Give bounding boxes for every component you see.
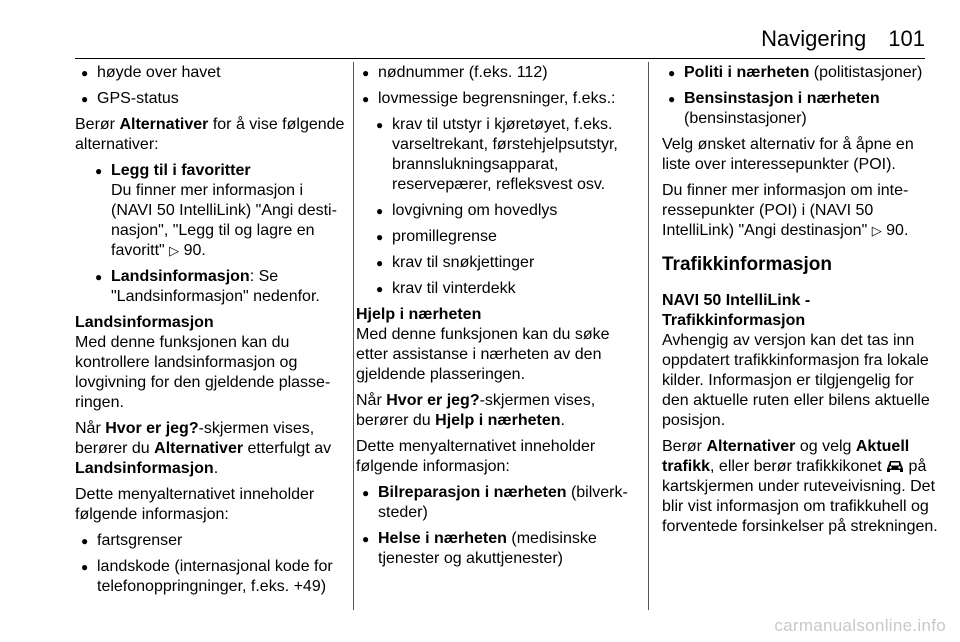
list-item: ● Legg til i favoritter Du finner mer informasjon i (NAVI 50 IntelliLink) "Angi destinasjon", "Legg til og lagre en favoritt" ▷ 90. xyxy=(89,161,345,261)
traffic-icon xyxy=(886,459,904,473)
paragraph: Du finner mer informasjon om interessepunkter (POI) i (NAVI 50 IntelliLink) "Angi destinasjon" ▷ 90. xyxy=(662,182,909,239)
list-item: ● Politi i nærheten (politistasjoner) xyxy=(662,63,942,83)
header-rule xyxy=(75,58,925,59)
bullet-list xyxy=(356,63,638,109)
list-item: ● fartsgrenser xyxy=(75,531,345,551)
bullet-list xyxy=(662,63,942,129)
list-item: ● GPS-status xyxy=(75,89,345,109)
list-item: ● Bilreparasjon i nærheten (bilverksteder) xyxy=(356,483,638,523)
list-item: ● høyde over havet xyxy=(75,63,345,83)
paragraph: Velg ønsket alternativ for å åpne en liste over interessepunkter (POI). xyxy=(662,136,914,173)
page-number: 101 xyxy=(888,26,925,51)
list-item: ● Helse i nærheten (medisinske tjenester og akuttjenester) xyxy=(356,529,638,569)
page-header xyxy=(761,26,925,52)
bullet-list xyxy=(75,63,345,109)
list-item: ● lovmessige begrensninger, f.eks.: xyxy=(356,89,638,109)
paragraph: Hjelp i nærheten Med denne funksjonen kan du søke etter assistanse i nærheten av den gjeldende plasseringen. xyxy=(356,306,610,383)
paragraph: Når Hvor er jeg?-skjermen vises, berører du Hjelp i nærheten. xyxy=(356,392,596,429)
paragraph: Når Hvor er jeg?-skjermen vises, berører du Alternativer etterfulgt av Landsinformasjon. xyxy=(75,420,332,477)
list-item: ● nødnummer (f.eks. 112) xyxy=(356,63,638,83)
paragraph: NAVI 50 IntelliLink - Trafikkinformasjon Avhengig av versjon kan det tas inn oppdatert trafikkinformasjon fra lokale kilder. Informasjon er tilgjengelig for den aktuelle ruten eller bilens aktuelle posisjon. xyxy=(662,292,930,429)
list-item: ● Landsinformasjon: Se "Landsinformasjon" nedenfor. xyxy=(89,267,345,307)
section-title: Navigering xyxy=(761,26,867,51)
list-item: ● krav til vinterdekk xyxy=(370,279,638,299)
list-item: ● promillegrense xyxy=(370,227,638,247)
column-2 xyxy=(356,63,638,575)
paragraph: Dette menyalternativet inneholder følgende informasjon: xyxy=(356,438,596,475)
column-divider-1 xyxy=(353,62,354,610)
paragraph: Landsinformasjon Med denne funksjonen kan du kontrollere landsinformasjon og lovgivning for den gjeldende plasseringen. xyxy=(75,314,331,411)
paragraph: Dette menyalternativet inneholder følgende informasjon: xyxy=(75,486,315,523)
arrow-reference-icon: ▷ xyxy=(169,243,180,258)
column-divider-2 xyxy=(648,62,649,610)
section-heading: Trafikkinformasjon xyxy=(662,254,832,275)
column-1 xyxy=(75,63,345,603)
column-3 xyxy=(662,63,942,543)
list-item: ● Bensinstasjon i nærheten (bensinstasjoner) xyxy=(662,89,942,129)
bullet-list xyxy=(356,483,638,569)
list-item: ● krav til snøkjettinger xyxy=(370,253,638,273)
paragraph: Berør Alternativer og velg Aktuell trafikk, eller berør trafikkikonet på kartskjermen under ruteveivisning. Det blir vist informasjon om trafikkuhell og forventede forsinkelser på strekningen. xyxy=(662,438,938,535)
list-item: ● krav til utstyr i kjøretøyet, f.eks. varseltrekant, førstehjelpsutstyr, brannslukningsapparat, reservepærer, refleksvest osv. xyxy=(370,115,638,195)
sub-bullet-list xyxy=(356,115,638,299)
option-list xyxy=(75,161,345,307)
watermark-footer: carmanualsonline.info xyxy=(774,616,946,635)
list-item: ● lovgivning om hovedlys xyxy=(370,201,638,221)
bullet-list xyxy=(75,531,345,597)
arrow-reference-icon: ▷ xyxy=(871,223,882,238)
list-item: ● landskode (internasjonal kode for telefonoppringninger, f.eks. +49) xyxy=(75,557,345,597)
paragraph: Berør Alternativer for å vise følgende alternativer: xyxy=(75,116,345,153)
